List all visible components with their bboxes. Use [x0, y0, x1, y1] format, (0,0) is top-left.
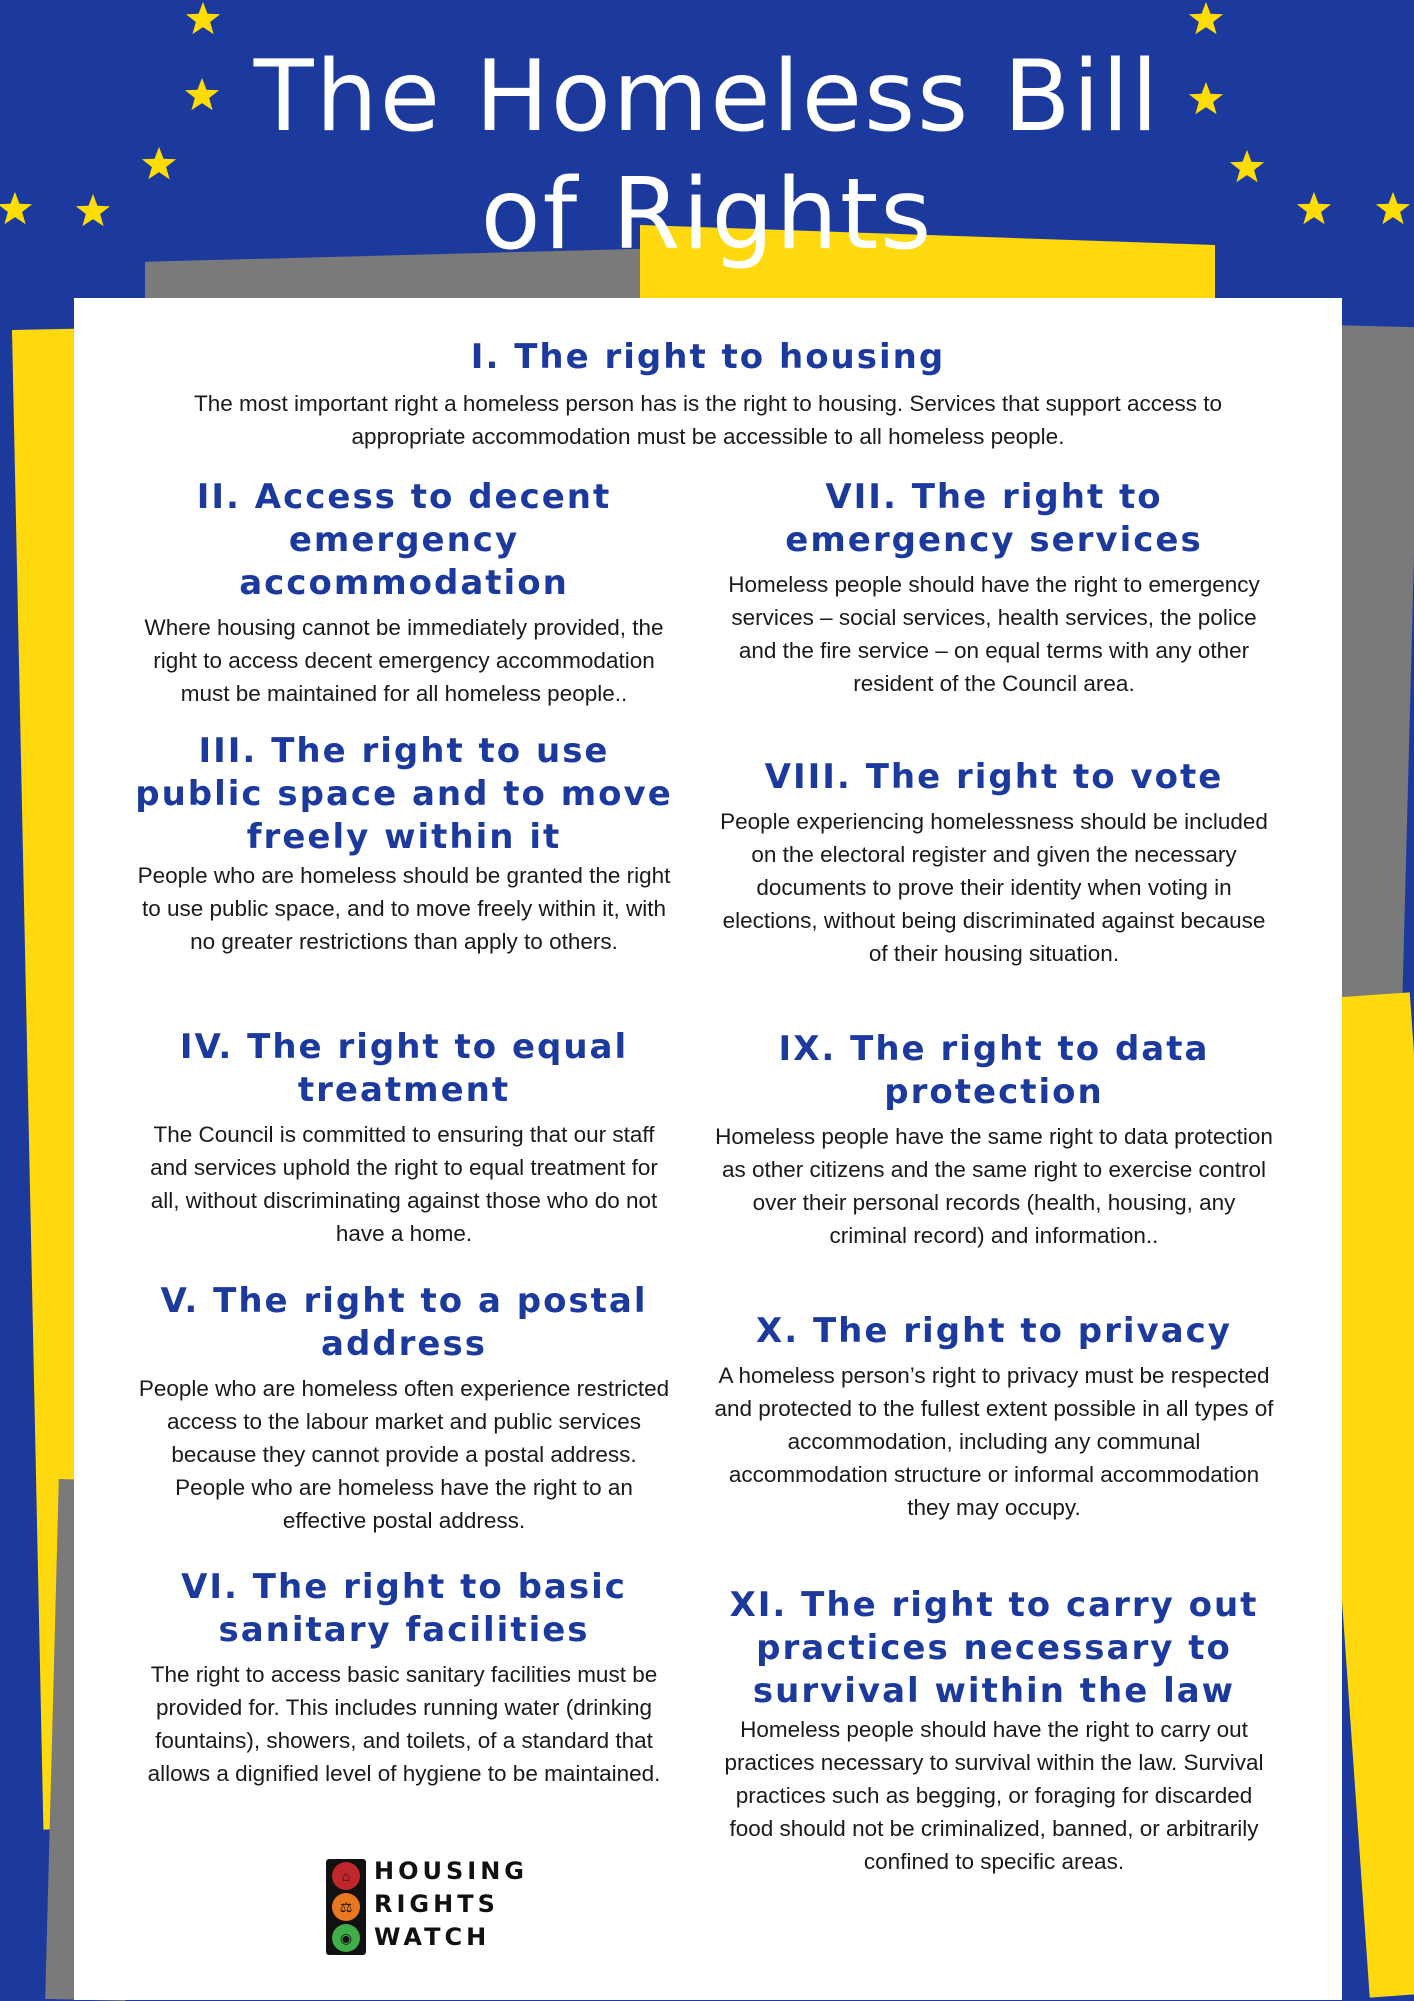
section-vote: [714, 756, 1274, 970]
section-body: People experiencing homelessness should be included on the electoral register and given the necessary documents to prove their identity when voting in elections, without being discriminated against because of their housing situation.: [720, 809, 1268, 966]
section-heading: II. Access to decent emergency accommodation: [196, 477, 612, 603]
title-line-1: The Homeless Bill: [253, 40, 1161, 154]
section-heading: VIII. The right to vote: [764, 757, 1224, 797]
logo-line-2: RIGHTS: [374, 1890, 499, 1918]
section-body: The most important right a homeless person has is the right to housing. Services that support access to appropriate accommodation must be accessible to all homeless people.: [193, 391, 1222, 449]
section-data-protection: [714, 1028, 1274, 1252]
section-heading: I. The right to housing: [470, 337, 946, 377]
traffic-light-icon: [326, 1859, 366, 1955]
section-heading: III. The right to use public space and to move freely within it: [135, 731, 673, 857]
section-heading: IX. The right to data protection: [778, 1029, 1210, 1112]
section-emergency-services: [714, 476, 1274, 700]
logo-line-1: HOUSING: [374, 1857, 528, 1885]
star-icon: [1187, 0, 1225, 38]
section-body: People who are homeless should be granted the right to use public space, and to move freely within it, with no greater restrictions than apply to others.: [137, 863, 671, 954]
section-heading: IV. The right to equal treatment: [179, 1027, 629, 1110]
section-body: The Council is committed to ensuring that our staff and services uphold the right to equal treatment for all, without discriminating against those who do not have a home.: [150, 1122, 658, 1246]
section-heading: VII. The right to emergency services: [785, 477, 1203, 560]
section-equal-treatment: [134, 1026, 674, 1250]
section-heading: X. The right to privacy: [756, 1311, 1232, 1351]
section-public-space: [134, 730, 674, 958]
content-card: [74, 298, 1342, 2000]
section-body: Where housing cannot be immediately provided, the right to access decent emergency accommodation must be maintained for all homeless people..: [144, 615, 664, 706]
eye-icon: ◉: [332, 1924, 360, 1952]
section-housing: [74, 336, 1342, 453]
section-heading: XI. The right to carry out practices necessary to survival within the law: [729, 1585, 1259, 1711]
section-postal-address: [134, 1280, 674, 1537]
housing-rights-watch-logo: [326, 1853, 586, 1953]
section-privacy: [714, 1310, 1274, 1524]
section-body: A homeless person’s right to privacy must be respected and protected to the fullest extent possible in all types of accommodation, including any communal accommodation structure or informal accommodation they may occupy.: [714, 1363, 1274, 1520]
section-body: Homeless people have the same right to data protection as other citizens and the same right to exercise control over their personal records (health, housing, any criminal record) and information..: [715, 1124, 1273, 1248]
section-body: The right to access basic sanitary facilities must be provided for. This includes running water (drinking fountains), showers, and toilets, of a standard that allows a dignified level of hygiene to be maintained.: [147, 1662, 661, 1786]
section-body: Homeless people should have the right to carry out practices necessary to survival within the law. Survival practices such as begging, or foraging for discarded food should not be criminalized, banned, or arbitrarily confined to specific areas.: [724, 1717, 1264, 1874]
section-survival-practices: [714, 1584, 1274, 1878]
section-sanitary-facilities: [134, 1566, 674, 1790]
section-body: People who are homeless often experience restricted access to the labour market and public services because they cannot provide a postal address. People who are homeless have the right to an effective postal address.: [138, 1376, 670, 1533]
section-heading: V. The right to a postal address: [160, 1281, 648, 1364]
title-line-2: of Rights: [480, 158, 934, 272]
house-icon: ⌂: [332, 1862, 360, 1890]
star-icon: [184, 0, 222, 38]
logo-line-3: WATCH: [374, 1923, 491, 1951]
logo-text: [374, 1855, 528, 1954]
page-title: [0, 38, 1414, 274]
section-emergency-accommodation: [134, 476, 674, 710]
section-body: Homeless people should have the right to emergency services – social services, health services, the police and the fire service – on equal terms with any other resident of the Council area.: [728, 572, 1260, 696]
section-heading: VI. The right to basic sanitary facilities: [181, 1567, 627, 1650]
scales-icon: ⚖: [332, 1893, 360, 1921]
